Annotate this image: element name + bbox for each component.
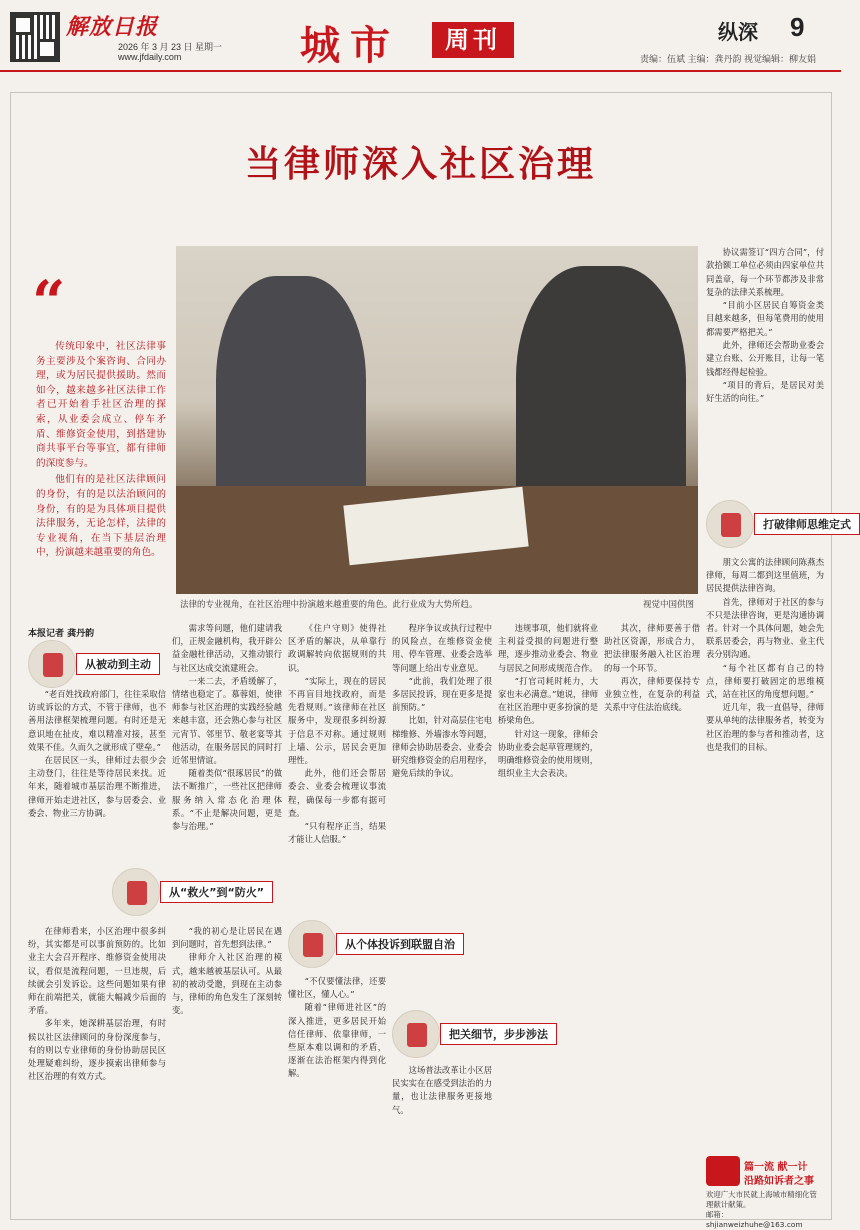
paragraph: “每个社区都有自己的特点，律师要打破固定的思维模式，站在社区的角度想问题。” (706, 662, 824, 700)
paragraph: “不仅要懂法律，还要懂社区，懂人心。” (288, 976, 386, 1000)
right-column-top (706, 246, 824, 406)
paragraph: 随着类似“很琢居民”的做法不断推广，一些社区把律师服务纳入常态化治理体系。“不止是解决问题，更是参与治理。” (172, 768, 282, 832)
column-1a (28, 688, 166, 864)
megaphone-icon (706, 1156, 740, 1186)
intro-paragraph: 他们有的是社区法律顾问的身份，有的是以法治顾问的身份，有的是为具体项目提供法律服务，无论怎样，法律的专业视角，在当下基层治理中，扮演越来越重要的角色。 (36, 474, 166, 559)
column-4b (392, 1064, 492, 1214)
contribution-text (706, 1190, 824, 1230)
paragraph: 程序争议或执行过程中的风险点，在维修资金使用、停车管理、业委会选举等问题上给出专业意见。 (392, 623, 492, 673)
paragraph: “项目的背后，是居民对美好生活的向往。” (706, 379, 824, 404)
column-1b (28, 925, 166, 1215)
clipboard-icon (288, 920, 336, 968)
paragraph: 再次，律师要保持专业独立性，在复杂的利益关系中守住法治底线。 (604, 675, 700, 713)
subhead-text: 打破律师思维定式 (754, 513, 860, 535)
paragraph: 首先，律师对于社区的参与不只是法律咨询，更是沟通协调者。针对一个具体问题，她会先联系居委会，再与物业、业主代表分别沟通。 (706, 596, 824, 660)
contribution-subtitle: 沿路如诉者之事 (744, 1176, 814, 1187)
subhead-text: 从“救火”到“防火” (160, 881, 273, 903)
column-2a (172, 622, 282, 862)
quote-mark-icon: “ (32, 268, 66, 336)
paragraph: 近几年，我一直倡导，律师要从单纯的法律服务者，转变为社区治理的参与者和推动者，这也是我们的目标。 (706, 702, 824, 752)
paragraph: 协议需签订“四方合同”，付款拾额工单位必须由四家单位共同盖章，每一个环节都涉及非常复杂的法律关系梳理。 (706, 247, 824, 297)
paragraph: “老百姓找政府部门，往往采取信访或诉讼的方式，不管于律师，也不善用法律框架梳理问题。有时还是无意识地在扯皮，难以精准对接，甚至效果不佳。久而久之就形成了壁垒。” (28, 689, 166, 752)
byline: 本报记者 龚丹韵 (28, 629, 95, 639)
issue-url: www.jfdaily.com (118, 52, 182, 62)
paragraph: 需求等问题，他们建请我们，正规金融机构，我开辟公益金融杜律活动，又推动银行与社区达成交流建班会。 (172, 623, 282, 673)
contribution-box (706, 1156, 824, 1229)
paper-logo: 解放日报 (66, 14, 159, 40)
paragraph: 随着“律师进社区”的深入推进，更多居民开始信任律师、依靠律师，一些原本难以调和的矛盾，逐渐在法治框架内得到化解。 (288, 1002, 386, 1079)
paragraph: 律师介入社区治理的模式，越来越被基层认可。从最初的被动受邀，到现在主动参与，律师的角色发生了深刻转变。 (172, 952, 282, 1016)
column-5 (498, 622, 598, 1216)
paragraph: “实际上，现在的居民不再盲目地找政府，而是先看规则。”该律师在社区服务中，发现很多纠纷源于信息不对称。通过规则上墙、公示，居民会更加理性。 (288, 675, 386, 766)
paragraph: 其次，律师要善于借助社区资源，形成合力，把法律服务融入社区治理的每一个环节。 (604, 623, 700, 673)
subhead-badge (706, 500, 860, 548)
masthead (0, 0, 841, 90)
column-2b (172, 925, 282, 1215)
subhead-text: 从个体投诉到联盟自治 (336, 933, 464, 955)
lead-photo (176, 246, 698, 594)
column-7 (706, 556, 824, 1152)
paragraph: “目前小区居民自筹资金类目越来越多，但每笔费用的使用都需要严格把关。” (706, 300, 824, 337)
page-number: 9 (790, 12, 805, 42)
gavel-icon (392, 1010, 440, 1058)
paragraph: 《住户守则》使得社区矛盾的解决，从单靠行政调解转向依据规则的共识。 (288, 623, 386, 673)
paragraph: 朋文公寓的法律顾问陈燕杰律师，每周二都到这里值班，为居民提供法律咨询。 (706, 557, 824, 594)
column-6 (604, 622, 700, 1216)
paragraph: 违规事项，他们就将业主利益受损的问题进行整理，逐步推动业委会、物业与居民之间形成规范合作。 (498, 623, 598, 673)
paragraph: “打官司耗时耗力，大家也未必满意。”她说，律师在社区治理中更多扮演的是桥梁角色。 (498, 675, 598, 726)
page-label: 纵深 (718, 20, 758, 44)
paragraph: 此外，他们还会帮居委会、业委会梳理议事流程，确保每一步都有据可查。 (288, 768, 386, 818)
paragraph: 针对这一现象，律师会协助业委会起草管理规约，明确维修资金的使用规则，组织业主大会表决。 (498, 728, 598, 779)
issue-date: 2026 年 3 月 23 日 星期一 (118, 42, 223, 52)
column-3a (288, 622, 386, 912)
subhead-badge (28, 640, 160, 688)
paragraph: “此前，我们处理了很多居民投诉，现在更多是提前预防。” (392, 675, 492, 713)
column-3b (288, 975, 386, 1215)
contribution-line: 欢迎广大市民就上海城市精细化管理献计献策。 (706, 1190, 817, 1209)
paragraph: 一来二去，矛盾缓解了，情绪也稳定了。慕蓉姐，使律师参与社区治理的实践经验越来越丰富，还会熟心参与社区元宵节、邻里节、敬老宴等其他活动，在服务居民的同时打近邻里情谊。 (172, 675, 282, 766)
paragraph: 这场普法改革让小区居民实实在在感受到法治的力量，也让法律服务更接地气。 (392, 1065, 492, 1115)
paragraph: “我的初心是让居民在遇到问题时，首先想到法律。” (172, 926, 282, 950)
paragraph: 在律师看来，小区治理中很多纠纷，其实都是可以事前预防的。比如业主大会召开程序、维修资金使用决议，看似是流程问题，一旦违规，后续就会引发诉讼。这些问题如果有律师在前端把关，就能大幅减少后面的矛盾。 (28, 926, 166, 1016)
network-icon (28, 640, 76, 688)
contribution-title: 篇一流 献一计 (744, 1162, 808, 1173)
section-title: 城市 (300, 23, 400, 69)
caption-credit: 视觉中国供图 (642, 600, 694, 610)
paragraph: 多年来，她深耕基层治理，有时候以社区法律顾问的身份深度参与，有的则以专业律师的身份协助居民区处理疑难纠纷，逐步摸索出律师参与社区治理的有效方式。 (28, 1018, 166, 1082)
masthead-rule (0, 70, 841, 72)
headline: 当律师深入社区治理 (244, 144, 596, 185)
shield-icon (112, 868, 160, 916)
qr-code-icon (10, 12, 60, 62)
column-4 (392, 622, 492, 1002)
subhead-text: 从被动到主动 (76, 653, 160, 675)
section-subtitle: 周刊 (432, 22, 514, 58)
subhead-text: 把关细节，步步涉法 (440, 1023, 557, 1045)
contribution-email[interactable]: 邮箱：shjianweizhuhe@163.com (706, 1210, 803, 1229)
paragraph: “只有程序正当，结果才能让人信服。” (288, 821, 386, 845)
document-icon (706, 500, 754, 548)
paragraph: 此外，律师还会帮助业委会建立台账、公开账目，让每一笔钱都经得起检验。 (706, 340, 824, 377)
paragraph: 在居民区一头，律师过去很少会主动登门，往往是等待居民来找。近年来，随着城市基层治理不断推进，律师开始走进社区，参与居委会、业委会、物业三方协调。 (28, 755, 166, 818)
editors-line: 责编：伍斌 主编：龚丹韵 视觉编辑：柳友娟 (640, 54, 817, 64)
photo-caption (176, 596, 698, 610)
paragraph: 比如，针对高层住宅电梯维修、外墙渗水等问题，律师会协助居委会、业委会研究维修资金的启用程序，避免后续的争议。 (392, 715, 492, 779)
intro-paragraph: 传统印象中，社区法律事务主要涉及个案咨询、合同办理，或为居民提供援助。然而如今，越来越多社区法律工作者已开始着手社区治理的探索，从业委会成立、停车矛盾、维修资金使用，到搭建协商共事平台等事宜，都有律师的深度参与。 (36, 341, 166, 469)
subhead-badge (112, 868, 273, 916)
intro-block (36, 340, 166, 563)
caption-text: 法律的专业视角，在社区治理中扮演越来越重要的角色。此行业成为大势所趋。 (180, 600, 478, 610)
